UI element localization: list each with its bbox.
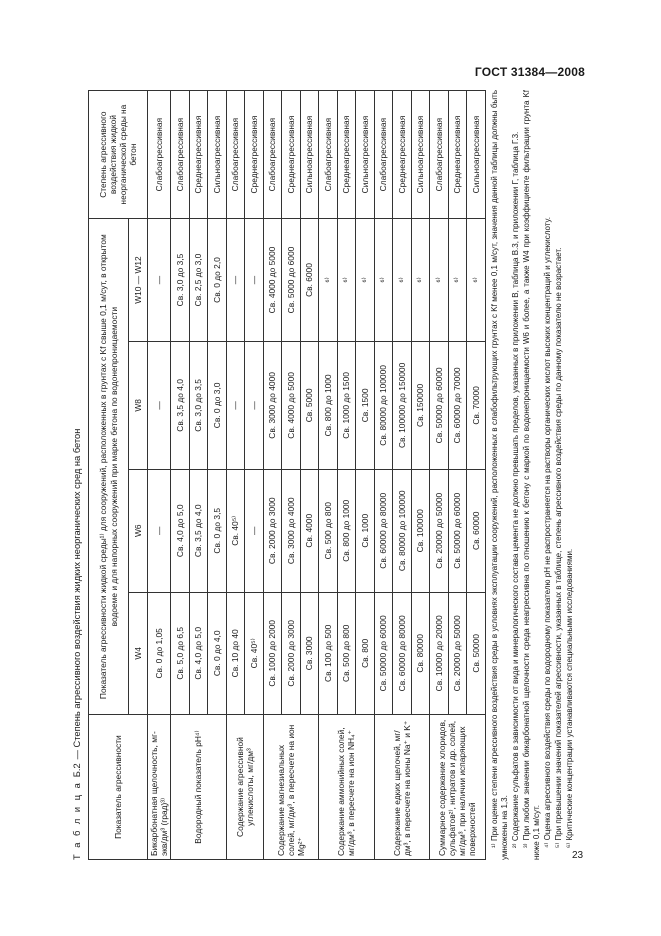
value-cell-w8: Св. 80000 до 100000 [374,341,393,469]
footnote: ⁴⁾ Оценка агрессивного воздействия среды по водородному показателю pH не распространяется на растворы органических кислот высоких концентраций и углекислоту. [542,217,552,848]
value-cell-w6: Св. 2000 до 3000 [263,469,282,592]
degree-cell: Сильноагрессивная [208,91,227,219]
value-cell-w4: Св. 50000 до 60000 [374,592,393,715]
value-cell-w10: Св. 3,0 до 3,5 [171,219,190,342]
value-cell-w6: Св. 3000 до 4000 [282,469,301,592]
value-cell-w8: Св. 800 до 1000 [319,341,338,469]
value-cell-w10: ⁶⁾ [337,219,356,342]
footnote: ²⁾ Содержание сульфатов в зависимости от вида и минералогического состава цемента не должно превышать пределов, указанных в приложении В, таблица В.3, и приложении Г, таблица Г.3. [510,131,520,848]
standard-designation: ГОСТ 31384—2008 [474,65,585,79]
header-w8: W8 [129,341,148,469]
value-cell-w6: Св. 60000 до 80000 [374,469,393,592]
value-cell-w6: — [148,469,171,592]
value-cell-w4: Св. 60000 до 80000 [393,592,412,715]
value-cell-w6: Св. 20000 до 50000 [430,469,449,592]
value-cell-w4: Св. 5,0 до 6,5 [171,592,190,715]
value-cell-w10: Св. 5000 до 6000 [282,219,301,342]
value-cell-w8: — [245,341,264,469]
value-cell-w8: Св. 3000 до 4000 [263,341,282,469]
value-cell-w8: Св. 1000 до 1500 [337,341,356,469]
header-w6: W6 [129,469,148,592]
value-cell-w6: — [245,469,264,592]
value-cell-w4: Св. 2000 до 3000 [282,592,301,715]
degree-cell: Слабоагрессивная [374,91,393,219]
degree-cell: Сильноагрессивная [356,91,375,219]
table-row [226,91,245,860]
degree-cell: Сильноагрессивная [411,91,430,219]
value-cell-w6: Св. 3,5 до 4,0 [189,469,208,592]
degree-cell: Среднеагрессивная [337,91,356,219]
value-cell-w8: Св. 0 до 3,0 [208,341,227,469]
value-cell-w4: Св. 40⁵⁾ [245,592,264,715]
value-cell-w10: Св. 4000 до 5000 [263,219,282,342]
indicator-label: Содержание едких щелочей, мг/дм³, в пересчете на ионы Na⁺ и K⁺ [374,715,430,860]
value-cell-w6: Св. 60000 [467,469,486,592]
table-caption [68,90,88,860]
aggressiveness-table [88,90,486,860]
indicator-label: Содержание агрессивной углекислоты, мг/дм³ [226,715,263,860]
value-cell-w6: Св. 4,0 до 5,0 [171,469,190,592]
degree-cell: Слабоагрессивная [171,91,190,219]
degree-cell: Сильноагрессивная [467,91,486,219]
indicator-label: Суммарное содержание хлоридов, сульфатов²⁾, нитратов и др. солей, мг/дм³, при наличии испаряющих поверхностей [430,715,486,860]
table-row [430,91,449,860]
page-number: 23 [572,850,584,861]
value-cell-w4: Св. 1000 до 2000 [263,592,282,715]
degree-cell: Сильноагрессивная [300,91,319,219]
value-cell-w10: — [226,219,245,342]
value-cell-w4: Св. 80000 [411,592,430,715]
table-row [319,91,338,860]
footnote: ⁵⁾ При превышении значений показателей агрессивности, указанных в таблице, степень агрессивного воздействия среды по данному показателю не возрастает. [553,247,563,848]
value-cell-w6: Св. 800 до 1000 [337,469,356,592]
degree-cell: Среднеагрессивная [393,91,412,219]
footnotes [490,90,575,860]
caption-text: — Степень агрессивного воздействия жидких неорганических сред на бетон [72,428,83,760]
value-cell-w6: Св. 80000 до 100000 [393,469,412,592]
value-cell-w10: ⁶⁾ [319,219,338,342]
value-cell-w8: Св. 60000 до 70000 [448,341,467,469]
degree-cell: Слабоагрессивная [430,91,449,219]
header-w10: W10 — W12 [129,219,148,342]
indicator-label: Содержание магнезиальных солей, мг/дм³, в пересчете на ион Mg²⁺ [263,715,319,860]
value-cell-w10: ⁶⁾ [448,219,467,342]
value-cell-w4: Св. 20000 до 50000 [448,592,467,715]
value-cell-w6: Св. 1000 [356,469,375,592]
value-cell-w4: Св. 0 до 4,0 [208,592,227,715]
degree-cell: Слабоагрессивная [148,91,171,219]
value-cell-w6: Св. 4000 [300,469,319,592]
value-cell-w4: Св. 0 до 1,05 [148,592,171,715]
value-cell-w10: ⁶⁾ [393,219,412,342]
table-row [374,91,393,860]
caption-number: Б.2 [72,763,83,778]
degree-cell: Среднеагрессивная [282,91,301,219]
indicator-label: Бикарбонатная щелочность, мг-экв/дм³ (град)³⁾ [148,715,171,860]
value-cell-w8: Св. 3,0 до 3,5 [189,341,208,469]
value-cell-w4: Св. 50000 [467,592,486,715]
table-body [148,91,486,860]
indicator-label: Водородный показатель pH⁴⁾ [171,715,227,860]
header-indicator: Показатель агрессивности [89,715,148,860]
value-cell-w4: Св. 3000 [300,592,319,715]
value-cell-w10: Св. 2,5 до 3,0 [189,219,208,342]
value-cell-w4: Св. 10000 до 20000 [430,592,449,715]
degree-cell: Среднеагрессивная [245,91,264,219]
degree-cell: Слабоагрессивная [226,91,245,219]
footnote: ⁶⁾ Критические концентрации устанавливаются специальными исследованиями. [564,548,574,848]
value-cell-w4: Св. 4,0 до 5,0 [189,592,208,715]
value-cell-w10: Св. 6000 [300,219,319,342]
value-cell-w10: Св. 0 до 2,0 [208,219,227,342]
value-cell-w10: ⁶⁾ [430,219,449,342]
header-values: Показатель агрессивности жидкой среды¹⁾ для сооружений, расположенных в грунтах с Kf свыше 0,1 м/сут, в открытом водоеме и для напорных сооружений при марке бетона по водонепроницаемости [89,219,129,715]
caption-prefix: Т а б л и ц а [72,781,83,860]
value-cell-w10: ⁶⁾ [411,219,430,342]
value-cell-w6: Св. 0 до 3,5 [208,469,227,592]
value-cell-w4: Св. 500 до 800 [337,592,356,715]
value-cell-w8: Св. 70000 [467,341,486,469]
table-row [263,91,282,860]
value-cell-w8: — [226,341,245,469]
value-cell-w10: — [148,219,171,342]
value-cell-w8: Св. 4000 до 5000 [282,341,301,469]
table-row [171,91,190,860]
footnote: ¹⁾ При оценке степени агрессивного воздействия среды в условиях эксплуатации сооружений, расположенных в слабофильтрующих грунтах с Kf менее 0,1 м/сут, значения данной таблицы должны быть умножены на 1,3. [489,90,509,860]
value-cell-w8: Св. 100000 до 150000 [393,341,412,469]
header-degree: Степень агрессивного воздействия жидкой неорганической среды на бетон [89,91,148,219]
value-cell-w8: Св. 1500 [356,341,375,469]
value-cell-w6: Св. 100000 [411,469,430,592]
rotated-table-block [68,90,588,860]
value-cell-w6: Св. 50000 до 60000 [448,469,467,592]
value-cell-w10: ⁶⁾ [374,219,393,342]
value-cell-w10: — [245,219,264,342]
value-cell-w6: Св. 500 до 800 [319,469,338,592]
value-cell-w6: Св. 40⁵⁾ [226,469,245,592]
value-cell-w8: Св. 50000 до 60000 [430,341,449,469]
value-cell-w8: Св. 150000 [411,341,430,469]
degree-cell: Слабоагрессивная [263,91,282,219]
value-cell-w4: Св. 100 до 500 [319,592,338,715]
header-w4: W4 [129,592,148,715]
value-cell-w8: Св. 5000 [300,341,319,469]
indicator-label: Содержание аммонийных солей, мг/дм³, в пересчете на ион NH₄⁺ [319,715,375,860]
value-cell-w4: Св. 10 до 40 [226,592,245,715]
degree-cell: Среднеагрессивная [448,91,467,219]
value-cell-w4: Св. 800 [356,592,375,715]
value-cell-w10: ⁶⁾ [467,219,486,342]
degree-cell: Слабоагрессивная [319,91,338,219]
footnote: ³⁾ При любом значении бикарбонатной щелочности среда неагрессивна по отношению к бетону с маркой по водонепроницаемости W6 и более, а также W4 при коэффициенте фильтрации грунта Kf ниже 0,1 м/сут. [521,90,541,860]
value-cell-w10: ⁶⁾ [356,219,375,342]
degree-cell: Среднеагрессивная [189,91,208,219]
table-row [148,91,171,860]
value-cell-w8: — [148,341,171,469]
value-cell-w8: Св. 3,5 до 4,0 [171,341,190,469]
